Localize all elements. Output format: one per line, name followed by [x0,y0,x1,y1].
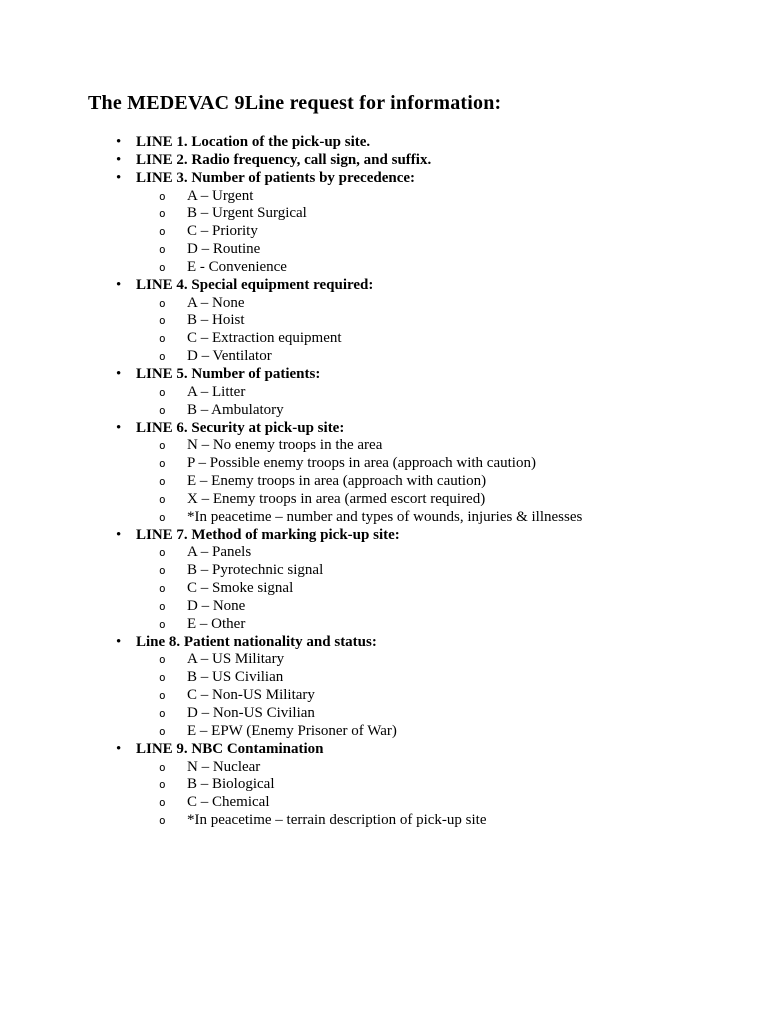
sub-item [0,312,770,330]
sub-item-label: C – Smoke signal [187,580,294,597]
bullet-circle-icon: o [159,564,166,578]
bullet-disc-icon: • [116,169,122,186]
sub-item-label: E - Convenience [187,258,287,275]
bullet-circle-icon: o [159,707,166,720]
line-item [0,420,770,438]
sub-item-label: D – Ventilator [187,348,272,365]
line-item [0,152,770,170]
line-label: Line 8. Patient nationality and status: [136,633,377,650]
bullet-circle-icon: o [159,332,166,346]
bullet-circle-icon: o [159,225,166,239]
sub-item-label: A – Litter [187,383,246,400]
bullet-disc-icon: • [116,365,122,382]
sub-item [0,509,770,527]
sub-item [0,687,770,705]
line-item [0,634,770,652]
sub-item-label: A – Panels [187,544,252,561]
bullet-circle-icon: o [159,599,166,613]
bullet-circle-icon: o [159,350,166,364]
sub-item-label: X – Enemy troops in area (armed escort required) [187,490,486,507]
sub-item-label: N – Nuclear [187,758,261,775]
sub-item [0,241,770,259]
sub-item [0,598,770,616]
sub-item [0,330,770,348]
sub-item [0,402,770,420]
sub-item [0,544,770,562]
sub-item [0,562,770,580]
line-label: LINE 1. Location of the pick-up site. [136,134,371,150]
sub-item-label: D – None [187,597,246,614]
line-item [0,527,770,545]
sub-item-label: B – US Civilian [187,669,284,686]
sub-item-label: A – None [187,294,245,311]
bullet-circle-icon: o [159,492,166,506]
sub-item [0,794,770,812]
line-item [0,741,770,759]
bullet-circle-icon: o [159,439,166,453]
bullet-circle-icon: o [159,243,166,257]
sub-item [0,580,770,598]
sub-item-label: E – Enemy troops in area (approach with caution) [187,473,487,490]
sub-item-label: *In peacetime – number and types of wounds, injuries & illnesses [187,508,583,525]
bullet-circle-icon: o [159,546,166,560]
sub-item [0,723,770,741]
medevac-lines-list [0,134,770,830]
sub-item-label: C – Non-US Military [187,687,315,704]
bullet-circle-icon: o [159,314,166,328]
line-item [0,170,770,188]
sub-item [0,384,770,402]
bullet-disc-icon: • [116,151,122,168]
bullet-circle-icon: o [159,510,166,524]
line-item [0,366,770,384]
bullet-disc-icon: • [116,134,122,150]
bullet-circle-icon: o [159,296,166,310]
bullet-circle-icon: o [159,796,166,810]
sub-item-label: C – Chemical [187,794,270,811]
sub-item [0,705,770,723]
sub-item-label: *In peacetime – terrain description of pick-up site [187,812,487,829]
bullet-circle-icon: o [159,689,166,703]
line-label: LINE 7. Method of marking pick-up site: [136,526,400,543]
sub-item-label: B – Ambulatory [187,401,284,418]
sub-item-label: D – Non-US Civilian [187,705,315,721]
sub-item [0,491,770,509]
bullet-disc-icon: • [116,419,122,436]
sub-item [0,348,770,366]
line-label: LINE 4. Special equipment required: [136,276,374,293]
bullet-circle-icon: o [159,475,166,489]
bullet-circle-icon: o [159,385,166,399]
sub-item [0,669,770,687]
bullet-disc-icon: • [116,633,122,650]
bullet-circle-icon: o [159,189,166,203]
sub-item [0,759,770,777]
sub-item [0,455,770,473]
sub-item [0,473,770,491]
sub-item-label: C – Extraction equipment [187,330,342,347]
line-label: LINE 6. Security at pick-up site: [136,419,345,436]
sub-item-label: B – Urgent Surgical [187,205,307,222]
bullet-circle-icon: o [159,260,166,274]
bullet-circle-icon: o [159,760,166,774]
sub-item-label: C – Priority [187,223,258,240]
sub-item [0,259,770,277]
sub-item [0,223,770,241]
bullet-circle-icon: o [159,724,166,738]
bullet-disc-icon: • [116,276,122,293]
sub-item-label: B – Hoist [187,312,245,329]
bullet-circle-icon: o [159,653,166,667]
sub-item-label: D – Routine [187,241,261,258]
sub-item-label: N – No enemy troops in the area [187,437,383,454]
line-label: LINE 5. Number of patients: [136,365,321,382]
line-item [0,277,770,295]
bullet-circle-icon: o [159,814,166,828]
sub-item-label: E – Other [187,615,246,632]
bullet-circle-icon: o [159,671,166,685]
bullet-circle-icon: o [159,457,166,471]
sub-item [0,651,770,669]
bullet-circle-icon: o [159,582,166,596]
line-label: LINE 2. Radio frequency, call sign, and suffix. [136,151,432,168]
line-label: LINE 3. Number of patients by precedence: [136,169,416,186]
sub-item-label: A – US Military [187,651,285,668]
line-item [0,134,770,152]
sub-item-label: B – Biological [187,776,275,793]
sub-item-label: E – EPW (Enemy Prisoner of War) [187,722,397,739]
sub-item-label: A – Urgent [187,187,254,204]
line-label: LINE 9. NBC Contamination [136,740,324,757]
bullet-circle-icon: o [159,778,166,792]
bullet-circle-icon: o [159,207,166,221]
bullet-circle-icon: o [159,403,166,417]
sub-item [0,437,770,455]
sub-item [0,205,770,223]
sub-item [0,776,770,794]
bullet-disc-icon: • [116,740,122,757]
sub-item [0,188,770,206]
sub-item [0,295,770,313]
sub-item [0,616,770,634]
sub-item [0,812,770,830]
sub-item-label: B – Pyrotechnic signal [187,562,324,579]
page-title: The MEDEVAC 9Line request for information: [88,92,502,114]
bullet-circle-icon: o [159,617,166,631]
bullet-disc-icon: • [116,526,122,543]
sub-item-label: P – Possible enemy troops in area (approach with caution) [187,455,536,472]
